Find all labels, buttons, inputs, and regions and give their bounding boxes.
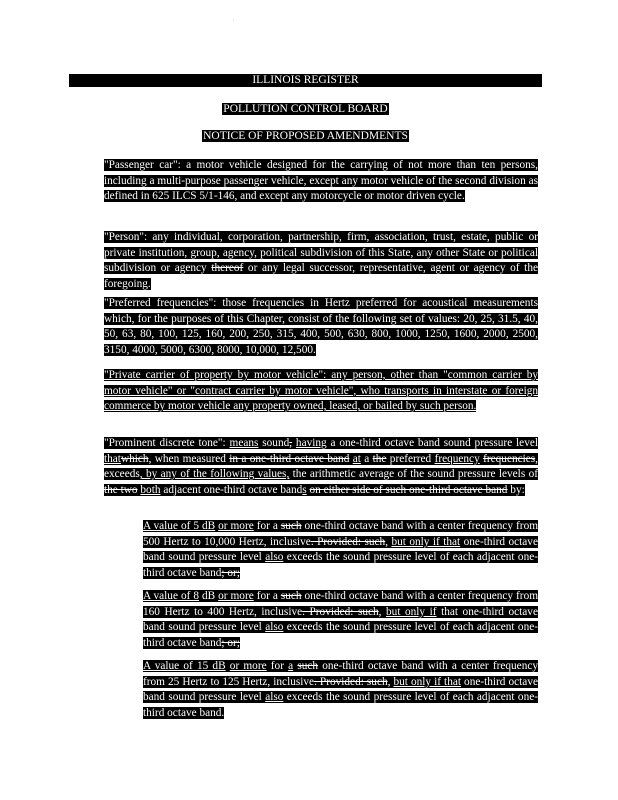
inserted-text: "Private carrier of property by motor vehicle": any person, other than "common carrier by motor vehicle" or "contract carrier by motor vehicle", who transports in interstate or foreign commerce by motor vehicle any property owned, leased, or bailed by such person. bbox=[104, 369, 538, 413]
scan-speck bbox=[233, 20, 234, 21]
deleted-text: the two bbox=[104, 483, 138, 496]
text-run: adjacent one-third octave band bbox=[160, 483, 303, 496]
inserted-text: s bbox=[302, 483, 307, 496]
criterion-8db bbox=[143, 589, 538, 651]
inserted-text: also bbox=[265, 691, 284, 704]
inserted-text: that bbox=[104, 452, 121, 465]
inserted-text: but only if bbox=[386, 605, 437, 618]
definition-person bbox=[104, 230, 538, 292]
text-run: exceeds the sound pressure level of each adjacent one-third octave band bbox=[143, 551, 539, 579]
text-run: one-third octave band with a center frequency from 500 Hertz to 10,000 Hertz, inclusive bbox=[143, 520, 539, 548]
text-run: by: bbox=[507, 483, 525, 496]
notice-header bbox=[69, 130, 542, 143]
text-run: one-third octave band with a center frequency from 25 Hertz to 125 Hertz, inclusive bbox=[143, 660, 539, 688]
inserted-text: both bbox=[140, 483, 161, 496]
paragraph-text bbox=[143, 590, 538, 649]
text-run: "Prominent discrete tone": bbox=[104, 437, 230, 449]
text-run: , bbox=[387, 675, 394, 688]
register-header bbox=[69, 74, 542, 87]
board-title: POLLUTION CONTROL BOARD bbox=[223, 103, 388, 115]
inserted-text: at bbox=[352, 452, 361, 465]
deleted-text: ; or; bbox=[221, 566, 240, 579]
deleted-text: such bbox=[280, 520, 302, 532]
definition-prominent-discrete-tone bbox=[104, 436, 538, 498]
definition-private-carrier bbox=[104, 368, 538, 415]
deleted-text: . Provided: such bbox=[310, 535, 386, 548]
inserted-text: A value of 15 dB bbox=[143, 660, 226, 672]
inserted-text: or more bbox=[218, 590, 254, 602]
deleted-text: frequencies bbox=[483, 452, 536, 465]
inserted-text: A value of 5 dB bbox=[143, 520, 216, 532]
deleted-text: . Provided: such bbox=[302, 605, 379, 618]
register-title: ILLINOIS REGISTER bbox=[252, 74, 359, 86]
inserted-text: a bbox=[288, 660, 294, 672]
text-run: preferred bbox=[386, 452, 435, 465]
text-run: dB bbox=[198, 590, 219, 602]
criterion-15db bbox=[143, 659, 538, 721]
paragraph-text bbox=[143, 520, 538, 579]
inserted-text: but only if that bbox=[391, 535, 461, 548]
text-run: the arithmetic average of the sound pressure levels of bbox=[289, 468, 539, 481]
inserted-text: A value of 8 bbox=[143, 590, 199, 602]
inserted-text: frequency bbox=[434, 452, 480, 465]
deleted-text: thereof bbox=[211, 262, 244, 275]
text-run: , when measured bbox=[148, 452, 230, 465]
text-run: "Person": any individual, corporation, partnership, firm, association, trust, estate, public or private institution, group, agency, political subdivision of this State, any other State or political subdivision or agency bbox=[104, 231, 538, 275]
inserted-text: also bbox=[265, 621, 284, 634]
text-run: exceeds the sound pressure level of each adjacent one-third octave band bbox=[143, 621, 539, 649]
text-run: one-third octave band sound pressure level bbox=[143, 675, 538, 704]
text-run: for a bbox=[253, 590, 281, 602]
deleted-text: ; or; bbox=[221, 636, 240, 649]
board-header bbox=[69, 103, 542, 116]
text-run: , bbox=[378, 605, 387, 618]
text-run: that one-third octave band sound pressure level bbox=[143, 605, 538, 634]
deleted-text: such bbox=[280, 590, 302, 602]
definition-preferred-frequencies bbox=[104, 296, 538, 358]
notice-title: NOTICE OF PROPOSED AMENDMENTS bbox=[203, 130, 408, 142]
text-run: for a bbox=[253, 520, 281, 532]
text-run: "Passenger car": a motor vehicle designed for the carrying of not more than ten persons, including a multi-purpose passenger vehicle, except any motor vehicle of the second division as defined in 625 ILCS 5/1-146, and except any motorcycle or motor driven cycle. bbox=[104, 159, 538, 203]
inserted-text: having bbox=[295, 437, 327, 449]
deleted-text: such bbox=[297, 660, 319, 672]
text-run: "Preferred frequencies": those frequencies in Hertz preferred for acoustical measurements which, for the purposes of this Chapter, consist of the following set of values: 20, 25, 31.5, 40, 50, 63, 80, 100, 125, 160, 200, 250, 315, 400, 500, 630, 800, 1000, 1250, 1600, 2000, 2500, 3150, 4000, 5000, 6300, 8000, 10,000, 12,500. bbox=[104, 297, 538, 356]
text-run: , exceeds bbox=[104, 452, 538, 481]
text-run: , bbox=[385, 535, 392, 548]
text-run: or any legal successor, representative, agent or agency of the foregoing. bbox=[104, 262, 538, 290]
deleted-text: the bbox=[372, 452, 387, 465]
text-run: one-third octave band sound pressure level bbox=[143, 535, 538, 564]
definition-passenger-car bbox=[104, 158, 538, 205]
inserted-text: means bbox=[229, 437, 259, 449]
inserted-text: , by any of the following values, bbox=[139, 468, 290, 481]
text-run: one-third octave band with a center frequency from 160 Hertz to 400 Hertz, inclusive bbox=[143, 590, 539, 618]
paragraph-text bbox=[104, 297, 538, 356]
deleted-text: . Provided: such bbox=[314, 675, 388, 688]
paragraph-text bbox=[104, 159, 538, 202]
paragraph-text bbox=[143, 660, 538, 719]
text-run: sound bbox=[258, 437, 290, 449]
text-run: exceeds the sound pressure level of each adjacent one-third octave band. bbox=[143, 691, 539, 719]
deleted-text: which bbox=[120, 452, 149, 465]
inserted-text: or more bbox=[229, 660, 267, 672]
text-run: a one-third octave band sound pressure level bbox=[326, 437, 538, 449]
deleted-text: , bbox=[289, 437, 293, 449]
paragraph-text bbox=[104, 369, 538, 412]
text-run: a bbox=[360, 452, 373, 465]
deleted-text: in a one-third octave band bbox=[229, 452, 350, 465]
inserted-text: also bbox=[265, 551, 284, 564]
paragraph-text bbox=[104, 231, 538, 290]
deleted-text: on either side of such one-third octave band bbox=[309, 483, 508, 496]
text-run: for bbox=[266, 660, 289, 672]
paragraph-text bbox=[104, 437, 538, 496]
inserted-text: but only if that bbox=[393, 675, 461, 688]
criterion-5db bbox=[143, 519, 538, 581]
inserted-text: or more bbox=[218, 520, 254, 532]
